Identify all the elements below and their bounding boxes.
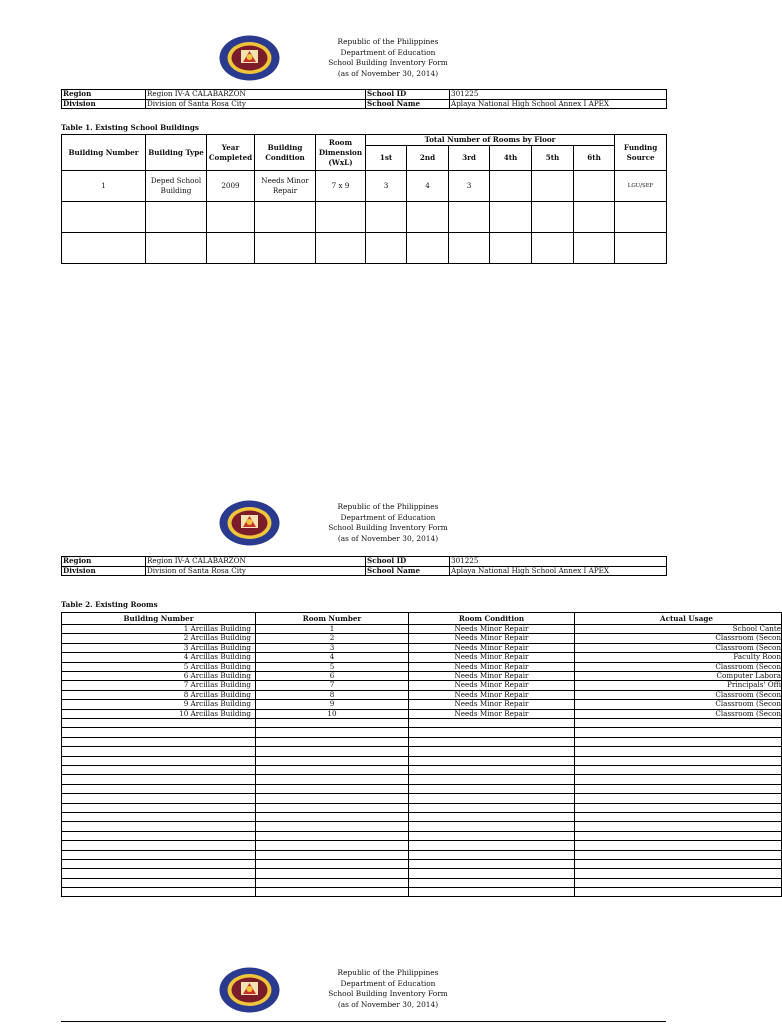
cell-building-number: 1	[62, 171, 146, 202]
cell-actual-usage: Classroom (Secon	[575, 709, 782, 718]
cell-room-condition: Needs Minor Repair	[409, 653, 575, 662]
existing-rooms-table	[61, 612, 782, 897]
cell-room-number: 6	[256, 672, 409, 681]
empty-cell	[575, 888, 782, 897]
deped-seal-icon	[219, 35, 280, 81]
empty-cell	[256, 737, 409, 746]
header-line-department: Department of Education	[340, 512, 436, 522]
header-building-number: Building Number	[62, 613, 256, 625]
empty-cell	[62, 841, 256, 850]
empty-cell	[575, 756, 782, 765]
empty-cell	[409, 859, 575, 868]
empty-cell	[575, 719, 782, 728]
header-floor-5th: 5th	[532, 146, 574, 171]
empty-cell	[256, 822, 409, 831]
cell-building-number: 9 Arcillas Building	[62, 700, 256, 709]
empty-cell	[62, 859, 256, 868]
header-line-date: (as of November 30, 2014)	[337, 533, 439, 543]
school-name-label: School Name	[366, 566, 450, 576]
header-floor-3rd: 3rd	[449, 146, 490, 171]
empty-cell	[575, 841, 782, 850]
empty-cell	[62, 869, 256, 878]
table-row	[62, 766, 782, 775]
table-row	[62, 643, 782, 652]
table-row	[62, 784, 782, 793]
cell-actual-usage: Classroom (Secon	[575, 634, 782, 643]
empty-cell	[575, 831, 782, 840]
cell-room-number: 3	[256, 643, 409, 652]
empty-cell	[256, 803, 409, 812]
empty-cell	[575, 784, 782, 793]
cell-floor-1st: 3	[366, 171, 407, 202]
table1-caption: Table 1. Existing School Buildings	[61, 123, 199, 132]
table-row	[62, 634, 782, 643]
cell-actual-usage: Classroom (Secon	[575, 690, 782, 699]
table-row	[62, 681, 782, 690]
table-row	[62, 672, 782, 681]
cell-room-number: 8	[256, 690, 409, 699]
table-row	[62, 653, 782, 662]
form-header	[300, 502, 476, 544]
empty-cell	[575, 728, 782, 737]
empty-cell	[409, 822, 575, 831]
empty-cell	[256, 775, 409, 784]
school-id-value: 301225	[450, 90, 667, 100]
empty-cell	[256, 859, 409, 868]
empty-cell	[256, 756, 409, 765]
empty-cell	[575, 766, 782, 775]
cell-room-condition: Needs Minor Repair	[409, 681, 575, 690]
header-room-number: Room Number	[256, 613, 409, 625]
header-building-condition: Building Condition	[255, 135, 316, 171]
empty-cell	[256, 850, 409, 859]
empty-cell	[62, 812, 256, 821]
cell-room-condition: Needs Minor Repair	[409, 700, 575, 709]
header-line-form-title: School Building Inventory Form	[328, 989, 448, 999]
table-row	[62, 709, 782, 718]
cell-room-number: 1	[256, 625, 409, 634]
header-floor-1st: 1st	[366, 146, 407, 171]
empty-cell	[62, 756, 256, 765]
table-row	[62, 794, 782, 803]
cell-building-number: 7 Arcillas Building	[62, 681, 256, 690]
cell-room-condition: Needs Minor Repair	[409, 690, 575, 699]
empty-cell	[409, 841, 575, 850]
empty-cell	[62, 888, 256, 897]
empty-cell	[256, 728, 409, 737]
cell-room-number: 9	[256, 700, 409, 709]
empty-cell	[409, 756, 575, 765]
table-row	[62, 700, 782, 709]
empty-cell	[62, 850, 256, 859]
empty-cell	[256, 869, 409, 878]
cell-room-number: 5	[256, 662, 409, 671]
school-name-value: Aplaya National High School Annex I APEX	[450, 566, 667, 576]
table-row	[62, 171, 667, 202]
header-building-type: Building Type	[146, 135, 207, 171]
empty-cell	[409, 803, 575, 812]
empty-cell	[575, 812, 782, 821]
table-row	[62, 803, 782, 812]
empty-cell	[409, 831, 575, 840]
table-row	[62, 756, 782, 765]
cell-floor-2nd: 4	[407, 171, 449, 202]
cell-building-number: 10 Arcillas Building	[62, 709, 256, 718]
table-row	[62, 202, 667, 233]
empty-cell	[409, 737, 575, 746]
region-label: Region	[62, 557, 146, 567]
cell-room-dimension: 7 x 9	[316, 171, 366, 202]
header-line-date: (as of November 30, 2014)	[337, 999, 439, 1009]
empty-cell	[62, 766, 256, 775]
header-line-date: (as of November 30, 2014)	[337, 68, 439, 78]
table-row	[62, 737, 782, 746]
cell-actual-usage: Faculty Roon	[575, 653, 782, 662]
empty-cell	[62, 775, 256, 784]
header-line-department: Department of Education	[340, 978, 436, 988]
table-row	[62, 812, 782, 821]
empty-cell	[62, 878, 256, 887]
cell-room-number: 7	[256, 681, 409, 690]
school-id-value: 301225	[450, 557, 667, 567]
cell-room-condition: Needs Minor Repair	[409, 643, 575, 652]
table-row	[62, 775, 782, 784]
cell-actual-usage: Computer Labora	[575, 672, 782, 681]
cell-floor-3rd: 3	[449, 171, 490, 202]
school-info-table	[61, 89, 667, 109]
existing-buildings-table	[61, 134, 667, 264]
table-row	[62, 869, 782, 878]
empty-cell	[575, 869, 782, 878]
empty-cell	[256, 766, 409, 775]
table-row	[62, 850, 782, 859]
empty-cell	[409, 728, 575, 737]
deped-seal-icon	[219, 500, 280, 546]
table-row	[62, 690, 782, 699]
cell-actual-usage: Classroom (Secon	[575, 643, 782, 652]
division-label: Division	[62, 99, 146, 109]
cell-room-condition: Needs Minor Repair	[409, 709, 575, 718]
empty-cell	[62, 728, 256, 737]
table-row	[62, 719, 782, 728]
division-value: Division of Santa Rosa City	[146, 566, 366, 576]
deped-seal-icon	[219, 967, 280, 1013]
region-value: Region IV-A CALABARZON	[146, 557, 366, 567]
school-id-label: School ID	[366, 557, 450, 567]
cell-building-type: Deped School Building	[146, 171, 207, 202]
empty-cell	[409, 719, 575, 728]
header-line-republic: Republic of the Philippines	[337, 968, 439, 977]
division-value: Division of Santa Rosa City	[146, 99, 366, 109]
cell-building-number: 3 Arcillas Building	[62, 643, 256, 652]
empty-cell	[409, 869, 575, 878]
table-row	[62, 625, 782, 634]
school-id-label: School ID	[366, 90, 450, 100]
empty-cell	[409, 766, 575, 775]
header-floor-6th: 6th	[574, 146, 615, 171]
empty-cell	[256, 747, 409, 756]
header-floor-2nd: 2nd	[407, 146, 449, 171]
cell-building-condition: Needs Minor Repair	[255, 171, 316, 202]
region-label: Region	[62, 90, 146, 100]
empty-cell	[575, 737, 782, 746]
form-header	[300, 37, 476, 79]
empty-cell	[256, 841, 409, 850]
region-value: Region IV-A CALABARZON	[146, 90, 366, 100]
empty-cell	[62, 737, 256, 746]
header-line-department: Department of Education	[340, 47, 436, 57]
cell-building-number: 5 Arcillas Building	[62, 662, 256, 671]
header-line-form-title: School Building Inventory Form	[328, 523, 448, 533]
empty-cell	[62, 803, 256, 812]
empty-cell	[575, 803, 782, 812]
empty-cell	[256, 794, 409, 803]
table-row	[62, 831, 782, 840]
cell-actual-usage: School Cante	[575, 625, 782, 634]
empty-cell	[575, 878, 782, 887]
empty-cell	[575, 822, 782, 831]
header-line-form-title: School Building Inventory Form	[328, 58, 448, 68]
cell-building-number: 2 Arcillas Building	[62, 634, 256, 643]
empty-cell	[256, 784, 409, 793]
header-year-completed: Year Completed	[207, 135, 255, 171]
empty-cell	[62, 784, 256, 793]
empty-cell	[256, 812, 409, 821]
empty-cell	[256, 719, 409, 728]
cell-year-completed: 2009	[207, 171, 255, 202]
empty-cell	[575, 794, 782, 803]
table-row	[62, 233, 667, 264]
existing-rooms-table-viewport	[61, 612, 781, 902]
table-row	[62, 662, 782, 671]
empty-cell	[62, 822, 256, 831]
empty-cell	[409, 794, 575, 803]
empty-cell	[575, 747, 782, 756]
empty-cell	[409, 878, 575, 887]
cell-floor-5th	[532, 171, 574, 202]
division-label: Division	[62, 566, 146, 576]
cell-building-number: 6 Arcillas Building	[62, 672, 256, 681]
school-info-table	[61, 556, 667, 576]
cell-floor-6th	[574, 171, 615, 202]
empty-cell	[256, 831, 409, 840]
cell-room-condition: Needs Minor Repair	[409, 625, 575, 634]
empty-cell	[62, 831, 256, 840]
header-floor-4th: 4th	[490, 146, 532, 171]
cell-room-condition: Needs Minor Repair	[409, 662, 575, 671]
cell-building-number: 1 Arcillas Building	[62, 625, 256, 634]
cell-floor-4th	[490, 171, 532, 202]
table-row	[62, 822, 782, 831]
table-row	[62, 728, 782, 737]
cell-actual-usage: Classroom (Secon	[575, 662, 782, 671]
cell-building-number: 8 Arcillas Building	[62, 690, 256, 699]
cell-room-number: 2	[256, 634, 409, 643]
header-room-dimension: Room Dimension (WxL)	[316, 135, 366, 171]
cell-room-number: 10	[256, 709, 409, 718]
empty-cell	[409, 888, 575, 897]
empty-cell	[409, 850, 575, 859]
header-rooms-by-floor: Total Number of Rooms by Floor	[366, 135, 615, 146]
table-row	[62, 747, 782, 756]
table-row	[62, 878, 782, 887]
school-name-value: Aplaya National High School Annex I APEX	[450, 99, 667, 109]
cell-actual-usage: Principals' Offi	[575, 681, 782, 690]
header-building-number: Building Number	[62, 135, 146, 171]
empty-cell	[575, 775, 782, 784]
table-row	[62, 888, 782, 897]
cell-room-condition: Needs Minor Repair	[409, 634, 575, 643]
table-row	[62, 841, 782, 850]
header-funding-source: Funding Source	[615, 135, 667, 171]
form-header	[300, 968, 476, 1010]
empty-cell	[256, 878, 409, 887]
header-line-republic: Republic of the Philippines	[337, 37, 439, 46]
empty-cell	[575, 859, 782, 868]
empty-cell	[409, 775, 575, 784]
cell-funding-source: LGU/SEF	[615, 171, 667, 202]
next-info-table-edge	[61, 1021, 666, 1025]
empty-cell	[409, 784, 575, 793]
empty-cell	[409, 747, 575, 756]
empty-cell	[575, 850, 782, 859]
table2-caption: Table 2. Existing Rooms	[61, 600, 158, 609]
cell-room-number: 4	[256, 653, 409, 662]
header-actual-usage: Actual Usage	[575, 613, 782, 625]
empty-cell	[62, 794, 256, 803]
empty-cell	[409, 812, 575, 821]
empty-cell	[62, 747, 256, 756]
cell-room-condition: Needs Minor Repair	[409, 672, 575, 681]
cell-actual-usage: Classroom (Secon	[575, 700, 782, 709]
empty-cell	[62, 719, 256, 728]
cell-building-number: 4 Arcillas Building	[62, 653, 256, 662]
table-row	[62, 859, 782, 868]
school-name-label: School Name	[366, 99, 450, 109]
empty-cell	[256, 888, 409, 897]
header-line-republic: Republic of the Philippines	[337, 502, 439, 511]
header-room-condition: Room Condition	[409, 613, 575, 625]
